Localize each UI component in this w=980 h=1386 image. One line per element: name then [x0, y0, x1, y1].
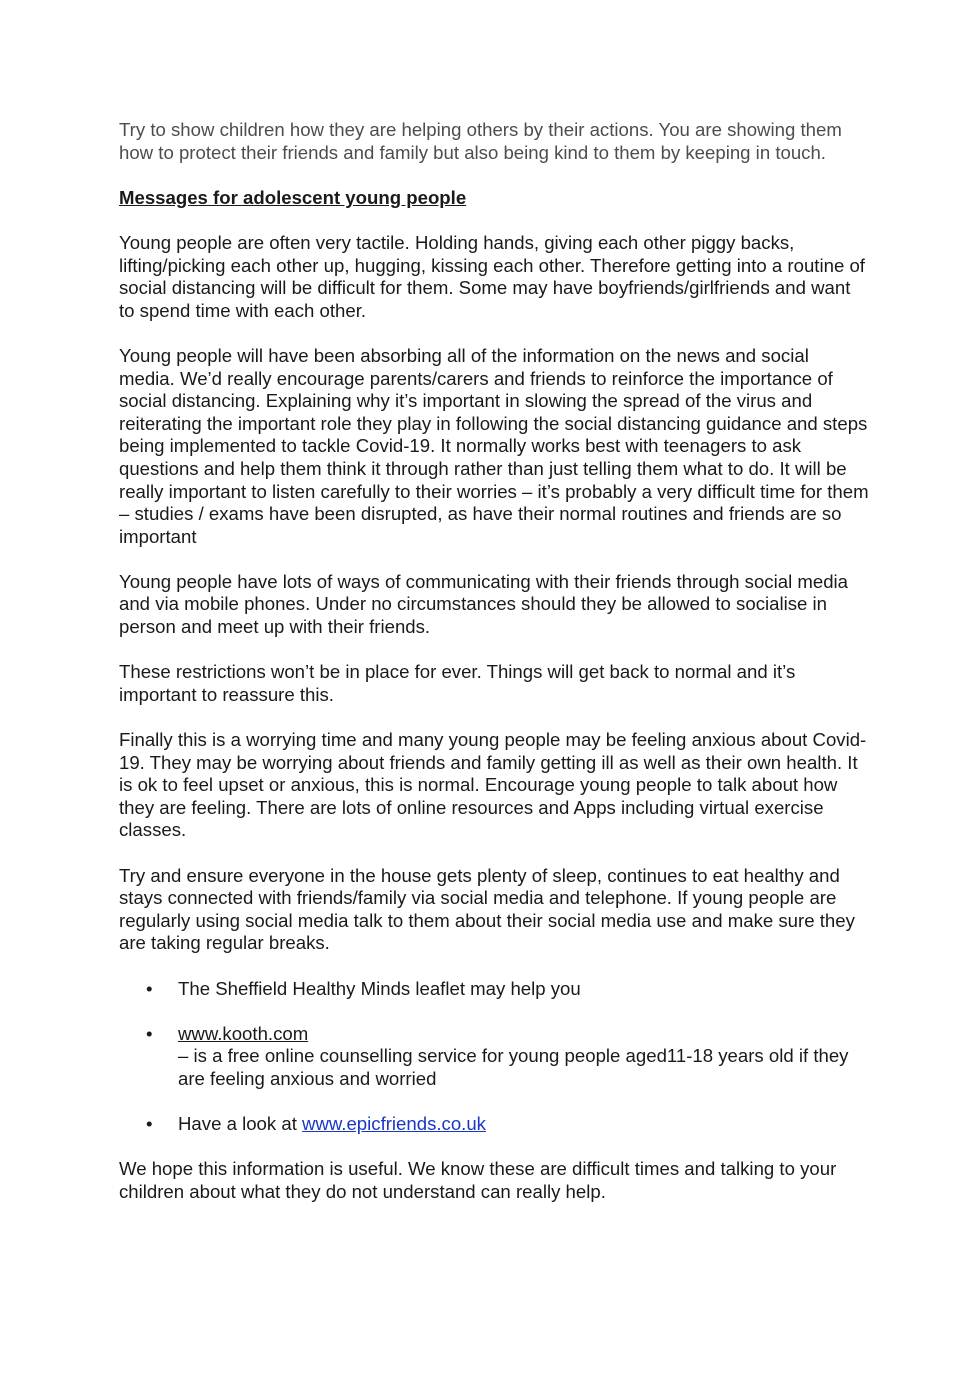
- intro-paragraph: Try to show children how they are helping others by their actions. You are showing them how to protect their friends and family but also being kind to them by keeping in touch.: [119, 119, 842, 163]
- paragraph-tactile: Young people are often very tactile. Holding hands, giving each other piggy backs, lifting/picking each other up, hugging, kissing each other. Therefore getting into a routine of social distancing will be difficult for them. Some may have boyfriends/girlfriends and want to spend time with each other.: [119, 231, 865, 321]
- list-item: [119, 1023, 869, 1091]
- list-item-text: The Sheffield Healthy Minds leaflet may help you: [178, 977, 581, 999]
- bullet-marker: •: [146, 1113, 153, 1135]
- paragraph-worrying-time: Finally this is a worrying time and many young people may be feeling anxious about Covid-19. They may be worrying about friends and family getting ill as well as their own health. It is ok to feel upset or anxious, this is normal. Encourage young people to talk about how they are feeling. There are lots of online resources and Apps including virtual exercise classes.: [119, 729, 867, 841]
- bullet-marker: •: [146, 1022, 153, 1044]
- paragraph-sleep: Try and ensure everyone in the house gets plenty of sleep, continues to eat healthy and stays connected with friends/family via social media and telephone. If young people are regularly using social media talk to them about their social media use and make sure they are taking regular breaks.: [119, 864, 855, 954]
- page-content: [119, 119, 869, 1226]
- list-item-text: Have a look at: [178, 1113, 303, 1135]
- section-heading: Messages for adolescent young people: [119, 186, 467, 208]
- paragraph-news: Young people will have been absorbing all of the information on the news and social media. We’d really encourage parents/carers and friends to reinforce the importance of social distancing. Explaining why it’s important in slowing the spread of the virus and reiterating the important role they play in following the social distancing guidance and steps being implemented to tackle Covid-19. It normally works best with teenagers to ask questions and help them think it through rather than just telling them what to do. It will be really important to listen carefully to their worries – it’s probably a very difficult time for them – studies / exams have been disrupted, as have their normal routines and friends are so important: [119, 344, 869, 547]
- kooth-link[interactable]: www.kooth.com: [178, 1022, 309, 1044]
- list-item-text: – is a free online counselling service for young people aged11-18 years old if they are feeling anxious and worried: [178, 1045, 849, 1089]
- list-item: [119, 1113, 869, 1136]
- epicfriends-link[interactable]: www.epicfriends.co.uk: [302, 1113, 486, 1135]
- resource-list: [119, 978, 869, 1136]
- paragraph-restrictions: These restrictions won’t be in place for ever. Things will get back to normal and it’s important to reassure this.: [119, 661, 796, 705]
- list-item: [119, 978, 869, 1001]
- paragraph-communicating: Young people have lots of ways of communicating with their friends through social media and via mobile phones. Under no circumstances should they be allowed to socialise in person and meet up with their friends.: [119, 570, 849, 638]
- bullet-marker: •: [146, 977, 153, 999]
- closing-paragraph: We hope this information is useful. We know these are difficult times and talking to your children about what they do not understand can really help.: [119, 1158, 837, 1202]
